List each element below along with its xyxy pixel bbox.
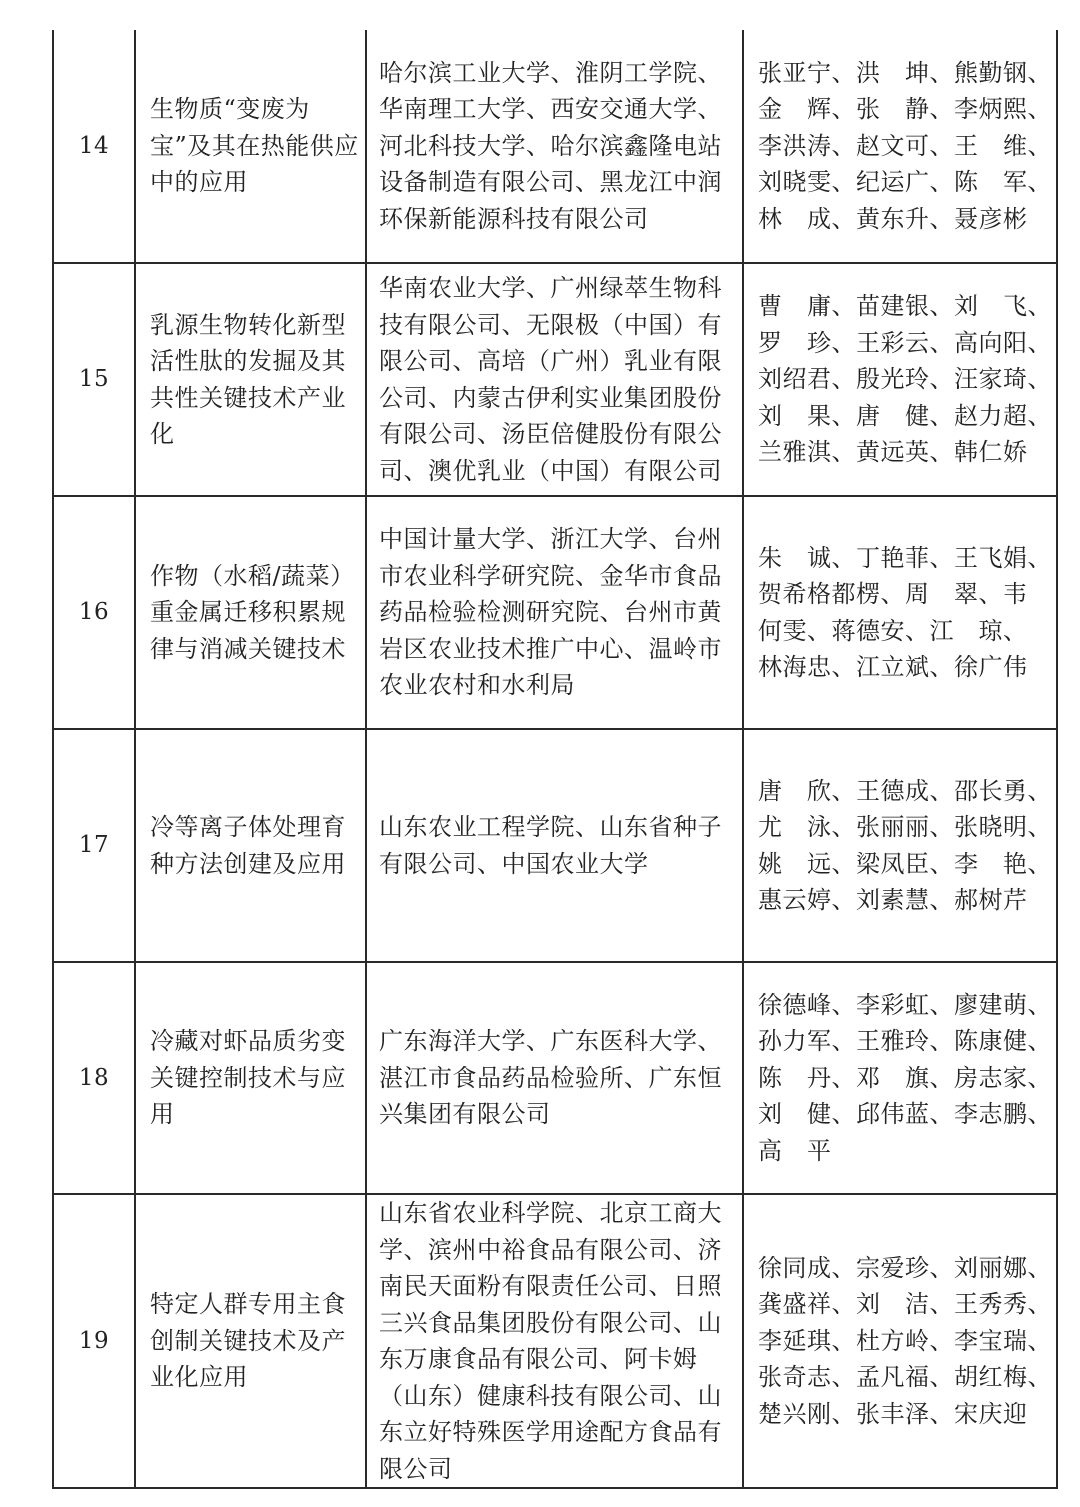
people-line: 张奇志、孟凡福、胡红梅、 — [758, 1363, 1052, 1392]
people-line: 孙力军、王雅玲、陈康健、 — [758, 1027, 1052, 1056]
project-name: 生物质“变废为宝”及其在热能供应中的应用 — [135, 30, 366, 263]
table-row — [53, 30, 1057, 263]
people-line: 林海忠、江立斌、徐广伟 — [758, 653, 1028, 681]
completing-units: 广东海洋大学、广东医科大学、湛江市食品药品检验所、广东恒兴集团有限公司 — [366, 962, 743, 1194]
people-line: 刘绍君、殷光玲、汪家琦、 — [758, 365, 1052, 394]
people-line: 徐同成、宗爱珍、刘丽娜、 — [758, 1253, 1052, 1282]
people-line: 贺希格都楞、周 翠、韦 — [758, 580, 1028, 608]
people-line: 兰雅淇、黄远英、韩仁娇 — [758, 438, 1028, 467]
people-line: 朱 诚、丁艳菲、王飞娟、 — [758, 543, 1052, 572]
completing-people — [743, 263, 1057, 496]
award-table — [52, 30, 1058, 1489]
people-line: 刘 果、唐 健、赵力超、 — [758, 401, 1052, 430]
people-line: 李延琪、杜方岭、李宝瑞、 — [758, 1326, 1052, 1355]
project-name: 作物（水稻/蔬菜）重金属迁移积累规律与消减关键技术 — [135, 496, 366, 729]
row-number: 14 — [53, 30, 135, 263]
project-name: 冷藏对虾品质劣变关键控制技术与应用 — [135, 962, 366, 1194]
people-line: 金 辉、张 静、李炳熙、 — [758, 95, 1052, 124]
completing-units: 华南农业大学、广州绿萃生物科技有限公司、无限极（中国）有限公司、高培（广州）乳业有限公司、内蒙古伊利实业集团股份有限公司、汤臣倍健股份有限公司、澳优乳业（中国）有限公司 — [366, 263, 743, 496]
table-row — [53, 1194, 1057, 1488]
table-row — [53, 496, 1057, 729]
people-line: 张亚宁、洪 坤、熊勤钢、 — [758, 58, 1052, 87]
people-line: 徐德峰、李彩虹、廖建萌、 — [758, 990, 1052, 1019]
project-name: 冷等离子体处理育种方法创建及应用 — [135, 729, 366, 962]
people-line: 楚兴刚、张丰泽、宋庆迎 — [758, 1399, 1028, 1428]
people-line: 刘晓雯、纪运广、陈 军、 — [758, 168, 1052, 197]
completing-units: 山东省农业科学院、北京工商大学、滨州中裕食品有限公司、济南民天面粉有限责任公司、日照三兴食品集团股份有限公司、山东万康食品有限公司、阿卡姆（山东）健康科技有限公司、山东立好特殊医学用途配方食品有限公司 — [366, 1194, 743, 1488]
completing-people — [743, 729, 1057, 962]
row-number: 15 — [53, 263, 135, 496]
completing-people — [743, 30, 1057, 263]
people-line: 曹 庸、苗建银、刘 飞、 — [758, 292, 1052, 321]
completing-people — [743, 962, 1057, 1194]
completing-units: 哈尔滨工业大学、淮阴工学院、华南理工大学、西安交通大学、河北科技大学、哈尔滨鑫隆电站设备制造有限公司、黑龙江中润环保新能源科技有限公司 — [366, 30, 743, 263]
completing-units: 中国计量大学、浙江大学、台州市农业科学研究院、金华市食品药品检验检测研究院、台州市黄岩区农业技术推广中心、温岭市农业农村和水利局 — [366, 496, 743, 729]
row-number: 19 — [53, 1194, 135, 1488]
row-number: 17 — [53, 729, 135, 962]
completing-people — [743, 1194, 1057, 1488]
people-line: 刘 健、邱伟蓝、李志鹏、 — [758, 1100, 1052, 1129]
people-line: 尤 泳、张丽丽、张晓明、 — [758, 813, 1052, 841]
people-line: 唐 欣、王德成、邵长勇、 — [758, 776, 1052, 805]
table-row — [53, 263, 1057, 496]
project-name: 特定人群专用主食创制关键技术及产业化应用 — [135, 1194, 366, 1488]
people-line: 惠云婷、刘素慧、郝树芹 — [758, 886, 1028, 914]
people-line: 何雯、蒋德安、江 琼、 — [758, 616, 1028, 645]
people-line: 陈 丹、邓 旗、房志家、 — [758, 1063, 1052, 1092]
project-name: 乳源生物转化新型活性肽的发掘及其共性关键技术产业化 — [135, 263, 366, 496]
people-line: 姚 远、梁凤臣、李 艳、 — [758, 849, 1052, 878]
people-line: 林 成、黄东升、聂彦彬 — [758, 204, 1028, 233]
people-line: 高 平 — [758, 1136, 832, 1165]
completing-units: 山东农业工程学院、山东省种子有限公司、中国农业大学 — [366, 729, 743, 962]
table-row — [53, 729, 1057, 962]
people-line: 李洪涛、赵文可、王 维、 — [758, 131, 1052, 160]
row-number: 16 — [53, 496, 135, 729]
completing-people — [743, 496, 1057, 729]
people-line: 罗 珍、王彩云、高向阳、 — [758, 328, 1052, 357]
people-line: 龚盛祥、刘 洁、王秀秀、 — [758, 1290, 1052, 1319]
row-number: 18 — [53, 962, 135, 1194]
table-row — [53, 962, 1057, 1194]
